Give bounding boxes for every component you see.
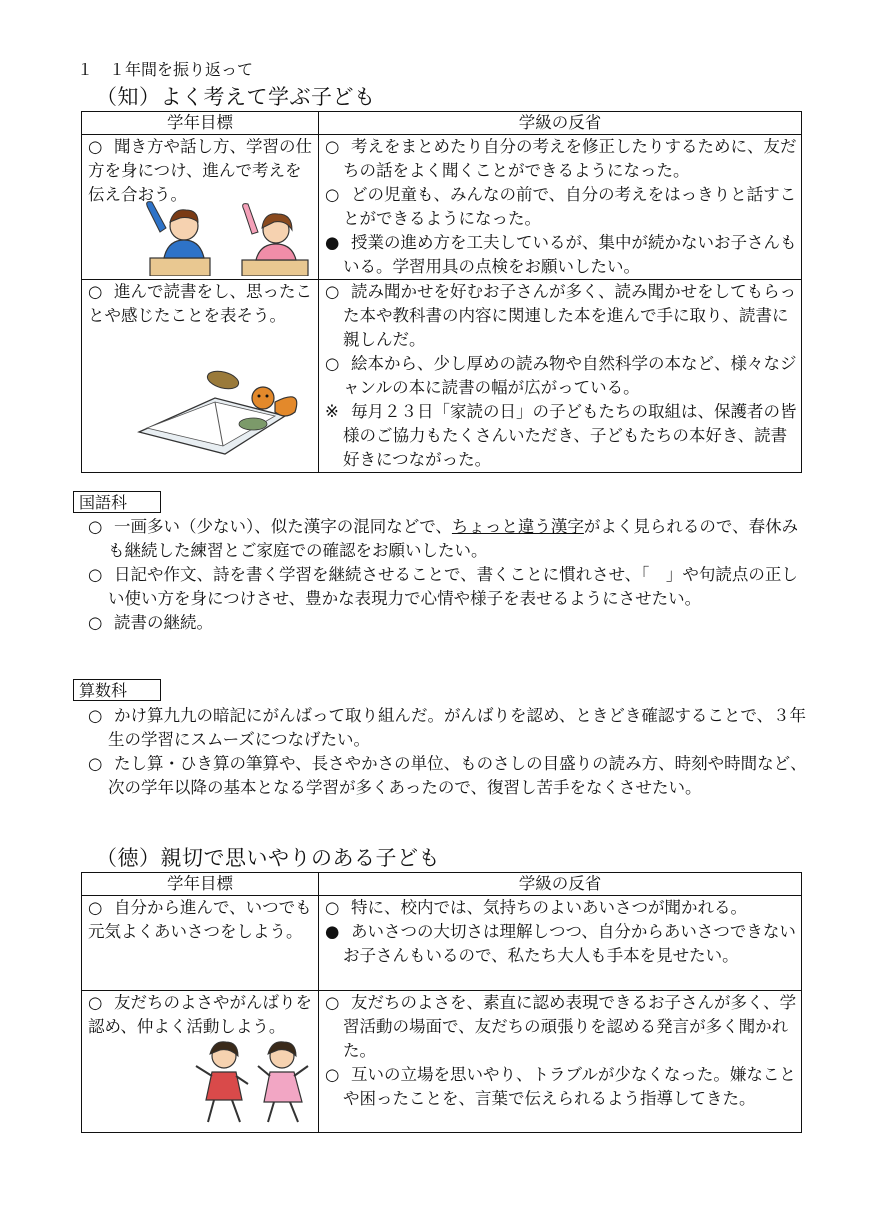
- bullet: ○: [88, 613, 103, 632]
- bullet: ※: [325, 402, 339, 421]
- reflection-item: どの児童も、みんなの前で、自分の考えをはっきりと話すことができるようになった。: [343, 185, 797, 228]
- reflection-item: 読み聞かせを好むお子さんが多く、読み聞かせをしてもらった本や教科書の内容に関連した本を進んで手に取り、読書に親しんだ。: [343, 282, 797, 349]
- goal-text: 自分から進んで、いつでも元気よくあいさつをしよう。: [88, 898, 312, 941]
- bullet: ○: [88, 754, 103, 773]
- japanese-item: 読書の継続。: [114, 613, 213, 632]
- kids-raising-hands-illustration: [140, 198, 316, 276]
- math-label: 算数科: [73, 679, 161, 701]
- reflection-column-header: 学級の反省: [319, 112, 802, 135]
- bullet: ○: [325, 137, 340, 156]
- reflection-item: 毎月２３日「家読の日」の子どもたちの取組は、保護者の皆様のご協力もたくさんいただき、子どもたちの本好き、読書好きにつながった。: [343, 402, 797, 469]
- japanese-section: [88, 515, 810, 635]
- reflection-cell: [319, 135, 802, 280]
- bullet: ○: [325, 898, 340, 917]
- reflection-cell: [319, 991, 802, 1133]
- reflection-cell: [319, 280, 802, 473]
- bullet: ○: [325, 1065, 340, 1084]
- bullet: ○: [325, 354, 340, 373]
- reflection-item: あいさつの大切さは理解しつつ、自分からあいさつできないお子さんもいるので、私たち大人も手本を見せたい。: [343, 922, 796, 965]
- goal-column-header: 学年目標: [82, 112, 319, 135]
- goal-text: 友だちのよさやがんばりを認め、仲よく活動しよう。: [88, 993, 312, 1036]
- bullet: ●: [325, 922, 340, 941]
- reflection-item: 考えをまとめたり自分の考えを修正したりするために、友だちの話をよく聞くことができるようになった。: [343, 137, 797, 180]
- reflection-column-header: 学級の反省: [319, 873, 802, 896]
- math-item: たし算・ひき算の筆算や、長さやかさの単位、ものさしの目盛りの読み方、時刻や時間など、次の学年以降の基本となる学習が多くあったので、復習し苦手をなくさせたい。: [108, 754, 807, 797]
- reflection-item: 授業の進め方を工夫しているが、集中が続かないお子さんもいる。学習用具の点検をお願いしたい。: [343, 233, 797, 276]
- girls-playing-illustration: [190, 1036, 316, 1130]
- goal-bullet: ○: [88, 898, 103, 917]
- goal-text: 進んで読書をし、思ったことや感じたことを表そう。: [88, 282, 312, 325]
- bullet: ○: [325, 282, 340, 301]
- bullet: ○: [88, 565, 103, 584]
- goal-bullet: ○: [88, 137, 103, 156]
- knowledge-title: （知）よく考えて学ぶ子ども: [96, 85, 376, 109]
- reflection-item: 特に、校内では、気持ちのよいあいさつが聞かれる。: [351, 898, 747, 917]
- math-item: かけ算九九の暗記にがんばって取り組んだ。がんばりを認め、ときどき確認することで、３年生の学習にスムーズにつなげたい。: [108, 706, 807, 749]
- bullet: ●: [325, 233, 340, 252]
- bullet: ○: [88, 706, 103, 725]
- morality-title: （徳）親切で思いやりのある子ども: [96, 846, 440, 870]
- goal-column-header: 学年目標: [82, 873, 319, 896]
- japanese-label: 国語科: [73, 491, 161, 513]
- goal-bullet: ○: [88, 993, 103, 1012]
- goal-text: 聞き方や話し方、学習の仕方を身につけ、進んで考えを伝え合おう。: [88, 137, 312, 204]
- reflection-cell: [319, 896, 802, 991]
- book-and-squirrel-illustration: [135, 358, 315, 458]
- reflection-item: 互いの立場を思いやり、トラブルが少なくなった。嫌なことや困ったことを、言葉で伝えられるよう指導してきた。: [343, 1065, 796, 1108]
- goal-cell: [82, 896, 319, 991]
- section-heading: １ １年間を振り返って: [77, 60, 254, 79]
- goal-bullet: ○: [88, 282, 103, 301]
- bullet: ○: [325, 993, 340, 1012]
- underlined-phrase: ちょっと違う漢字: [451, 517, 584, 536]
- reflection-item: 絵本から、少し厚めの読み物や自然科学の本など、様々なジャンルの本に読書の幅が広がっている。: [343, 354, 797, 397]
- math-section: [88, 704, 810, 800]
- japanese-item: 日記や作文、詩を書く学習を継続させることで、書くことに慣れさせ、「 」や句読点の正しい使い方を身につけさせ、豊かな表現力で心情や様子を表せるようにさせたい。: [108, 565, 798, 608]
- bullet: ○: [88, 517, 103, 536]
- japanese-item: がよく見られるので、春休みも継続した練習とご家庭での確認をお願いしたい。: [108, 517, 799, 560]
- reflection-item: 友だちのよさを、素直に認め表現できるお子さんが多く、学習活動の場面で、友だちの頑張りを認める発言が多く聞かれた。: [343, 993, 797, 1060]
- japanese-item: 一画多い（少ない）、似た漢字の混同などで、: [114, 517, 452, 536]
- bullet: ○: [325, 185, 340, 204]
